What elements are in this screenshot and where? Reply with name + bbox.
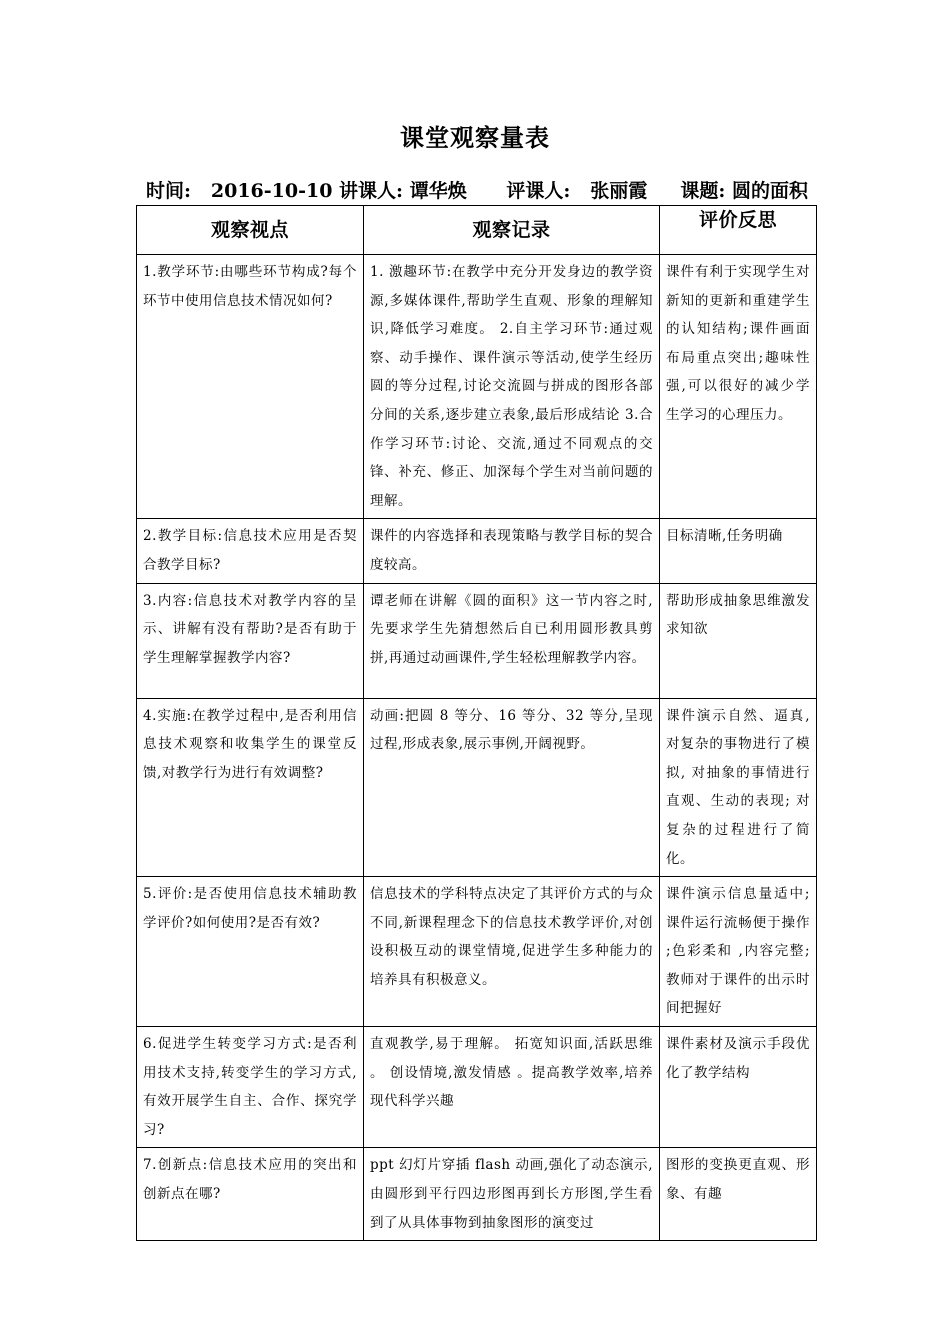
row-7-reflection: 图形的变换更直观、形象、有趣: [660, 1148, 817, 1241]
header-observation-record: 观察记录: [364, 206, 660, 255]
row-5-record: 信息技术的学科特点决定了其评价方式的与众不同,新课程理念下的信息技术教学评价,对创设积极互动的课堂情境,促进学生多种能力的培养具有积极意义。: [364, 877, 660, 1027]
time-label: 时间:: [146, 180, 192, 202]
row-6-record: 直观教学,易于理解。 拓宽知识面,活跃思维 。 创设情境,激发情感 。提高教学效率,培养现代科学兴趣: [364, 1027, 660, 1148]
row-2-point: 2.教学目标:信息技术应用是否契合教学目标?: [137, 519, 364, 583]
row-3-reflection: 帮助形成抽象思维激发求知欲: [660, 583, 817, 698]
row-6-reflection: 课件素材及演示手段优化了教学结构: [660, 1027, 817, 1148]
observation-table: [136, 205, 817, 1241]
table-row: [137, 1027, 817, 1148]
lecturer-label: 讲课人:: [339, 180, 404, 202]
table-row: [137, 877, 817, 1027]
header-reflection: 评价反思: [660, 206, 817, 255]
table-row: [137, 1148, 817, 1241]
row-1-reflection: 课件有利于实现学生对新知的更新和重建学生的认知结构;课件画面布局重点突出;趣味性强,可以很好的减少学生学习的心理压力。: [660, 255, 817, 519]
table-row: [137, 698, 817, 877]
table-header-row: [137, 206, 817, 255]
topic-label: 课题:: [680, 180, 726, 202]
row-2-reflection: 目标清晰,任务明确: [660, 519, 817, 583]
row-5-reflection: 课件演示信息量适中;课件运行流畅便于操作 ;色彩柔和 ,内容完整;教师对于课件的出示时间把握好: [660, 877, 817, 1027]
time-value: 2016-10-10: [210, 180, 333, 202]
row-4-reflection: 课件演示自然、逼真,对复杂的事物进行了模拟, 对抽象的事情进行直观、生动的表现; 对复杂的过程进行了简化。: [660, 698, 817, 877]
row-3-point: 3.内容:信息技术对教学内容的呈示、讲解有没有帮助?是否有助于学生理解掌握教学内容?: [137, 583, 364, 698]
row-6-point: 6.促进学生转变学习方式:是否利用技术支持,转变学生的学习方式,有效开展学生自主、合作、探究学习?: [137, 1027, 364, 1148]
meta-line: [146, 176, 808, 203]
row-5-point: 5.评价:是否使用信息技术辅助教学评价?如何使用?是否有效?: [137, 877, 364, 1027]
table-row: [137, 583, 817, 698]
lecturer-value: 谭华焕: [409, 180, 467, 202]
row-1-point: 1.教学环节:由哪些环节构成?每个环节中使用信息技术情况如何?: [137, 255, 364, 519]
table-row: [137, 519, 817, 583]
row-4-record: 动画:把圆 8 等分、16 等分、32 等分,呈现过程,形成表象,展示事例,开阔视野。: [364, 698, 660, 877]
row-7-record: ppt 幻灯片穿插 flash 动画,强化了动态演示,由圆形到平行四边形图再到长方形图,学生看到了从具体事物到抽象图形的演变过: [364, 1148, 660, 1241]
page-title: 课堂观察量表: [400, 123, 550, 152]
row-4-point: 4.实施:在教学过程中,是否利用信息技术观察和收集学生的课堂反馈,对教学行为进行有效调整?: [137, 698, 364, 877]
row-1-record: 1. 激趣环节:在教学中充分开发身边的教学资源,多媒体课件,帮助学生直观、形象的理解知识,降低学习难度。 2.自主学习环节:通过观察、动手操作、课件演示等活动,使学生经历圆的等分过程,讨论交流圆与拼成的图形各部分间的关系,逐步建立表象,最后形成结论 3.合作学习环节:讨论、交流,通过不同观点的交锋、补充、修正、加深每个学生对当前问题的理解。: [364, 255, 660, 519]
table-row: [137, 255, 817, 519]
row-7-point: 7.创新点:信息技术应用的突出和创新点在哪?: [137, 1148, 364, 1241]
row-3-record: 谭老师在讲解《圆的面积》这一节内容之时,先要求学生先猜想然后自已利用圆形教具剪拼,再通过动画课件,学生轻松理解教学内容。: [364, 583, 660, 698]
reviewer-label: 评课人:: [506, 180, 571, 202]
topic-value: 圆的面积: [732, 180, 809, 202]
header-observation-point: 观察视点: [137, 206, 364, 255]
row-2-record: 课件的内容选择和表现策略与教学目标的契合度较高。: [364, 519, 660, 583]
reviewer-value: 张丽霞: [590, 180, 648, 202]
